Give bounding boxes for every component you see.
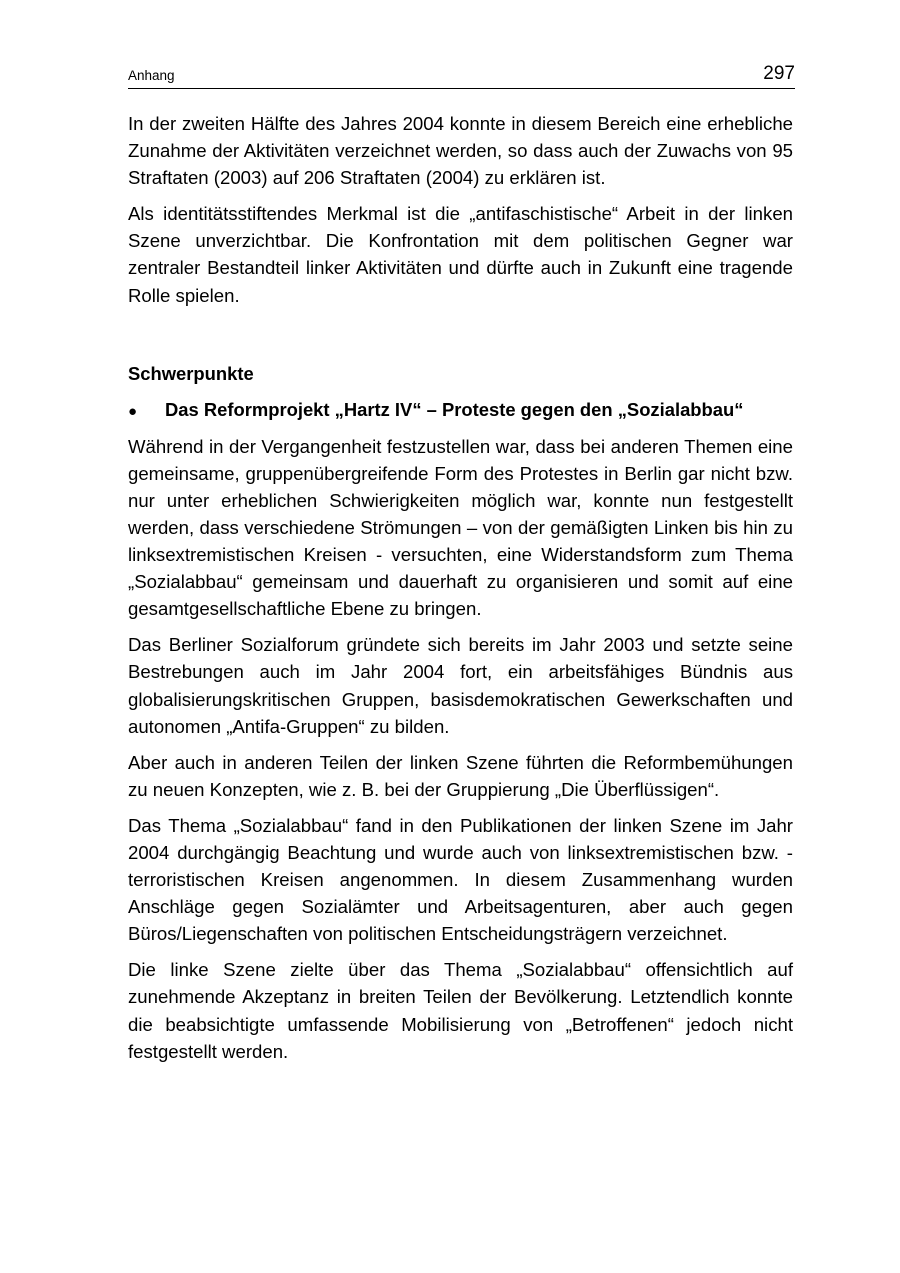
paragraph: Als identitätsstiftendes Merkmal ist die „antifaschistische“ Arbeit in der linken Szene unverzichtbar. Die Konfrontation mit dem politischen Gegner war zentraler Bestandteil linker Aktivitäten und dürfte auch in Zukunft eine tragende Rolle spielen. <box>128 203 793 306</box>
paragraph: Das Berliner Sozialforum gründete sich bereits im Jahr 2003 und setzte seine Bestrebungen auch im Jahr 2004 fort, ein arbeitsfähiges Bündnis aus globalisierungskritischen Gruppen, basisdemokratischen Gewerkschaften und autonomen „Antifa-Gruppen“ zu bilden. <box>128 634 793 737</box>
paragraph: In der zweiten Hälfte des Jahres 2004 konnte in diesem Bereich eine erhebliche Zunahme der Aktivitäten verzeichnet werden, so dass auch der Zuwachs von 95 Straftaten (2003) auf 206 Straftaten (2004) zu erklären ist. <box>128 113 793 189</box>
page-body <box>128 110 793 1074</box>
bullet-icon: ● <box>128 402 138 420</box>
bullet-heading-text: Das Reformprojekt „Hartz IV“ – Proteste gegen den „Sozialabbau“ <box>165 398 744 420</box>
paragraph: Während in der Vergangenheit festzustellen war, dass bei anderen Themen eine gemeinsame, gruppenübergreifende Form des Protestes in Berlin gar nicht bzw. nur unter erheblichen Schwierigkeiten möglich war, konnte nun festgestellt werden, dass verschiedene Strömungen – von der gemäßigten Linken bis hin zu linksextremistischen Kreisen - versuchten, eine Widerstandsform zum Thema „Sozialabbau“ gemeinsam und dauerhaft zu organisieren und somit auf eine gesamtgesellschaftliche Ebene zu bringen. <box>128 435 793 620</box>
paragraph: Aber auch in anderen Teilen der linken Szene führten die Reformbemühungen zu neuen Konzepten, wie z. B. bei der Gruppierung „Die Überflüssigen“. <box>128 751 793 800</box>
page-number: 297 <box>763 63 795 84</box>
bullet-heading <box>128 396 793 425</box>
paragraph: Die linke Szene zielte über das Thema „Sozialabbau“ offensichtlich auf zunehmende Akzeptanz in breiten Teilen der Bevölkerung. Letztendlich konnte die beabsichtigte umfassende Mobilisierung von „Betroffenen“ jedoch nicht festgestellt werden. <box>128 959 793 1062</box>
header-section-title: Anhang <box>128 68 175 83</box>
section-heading: Schwerpunkte <box>128 362 254 384</box>
running-header <box>128 60 795 89</box>
paragraph: Das Thema „Sozialabbau“ fand in den Publikationen der linken Szene im Jahr 2004 durchgängig Beachtung und wurde auch von linksextremistischen bzw. -terroristischen Kreisen angenommen. In diesem Zusammenhang wurden Anschläge gegen Sozialämter und Arbeitsagenturen, aber auch gegen Büros/Liegenschaften von politischen Entscheidungsträgern verzeichnet. <box>128 814 793 945</box>
